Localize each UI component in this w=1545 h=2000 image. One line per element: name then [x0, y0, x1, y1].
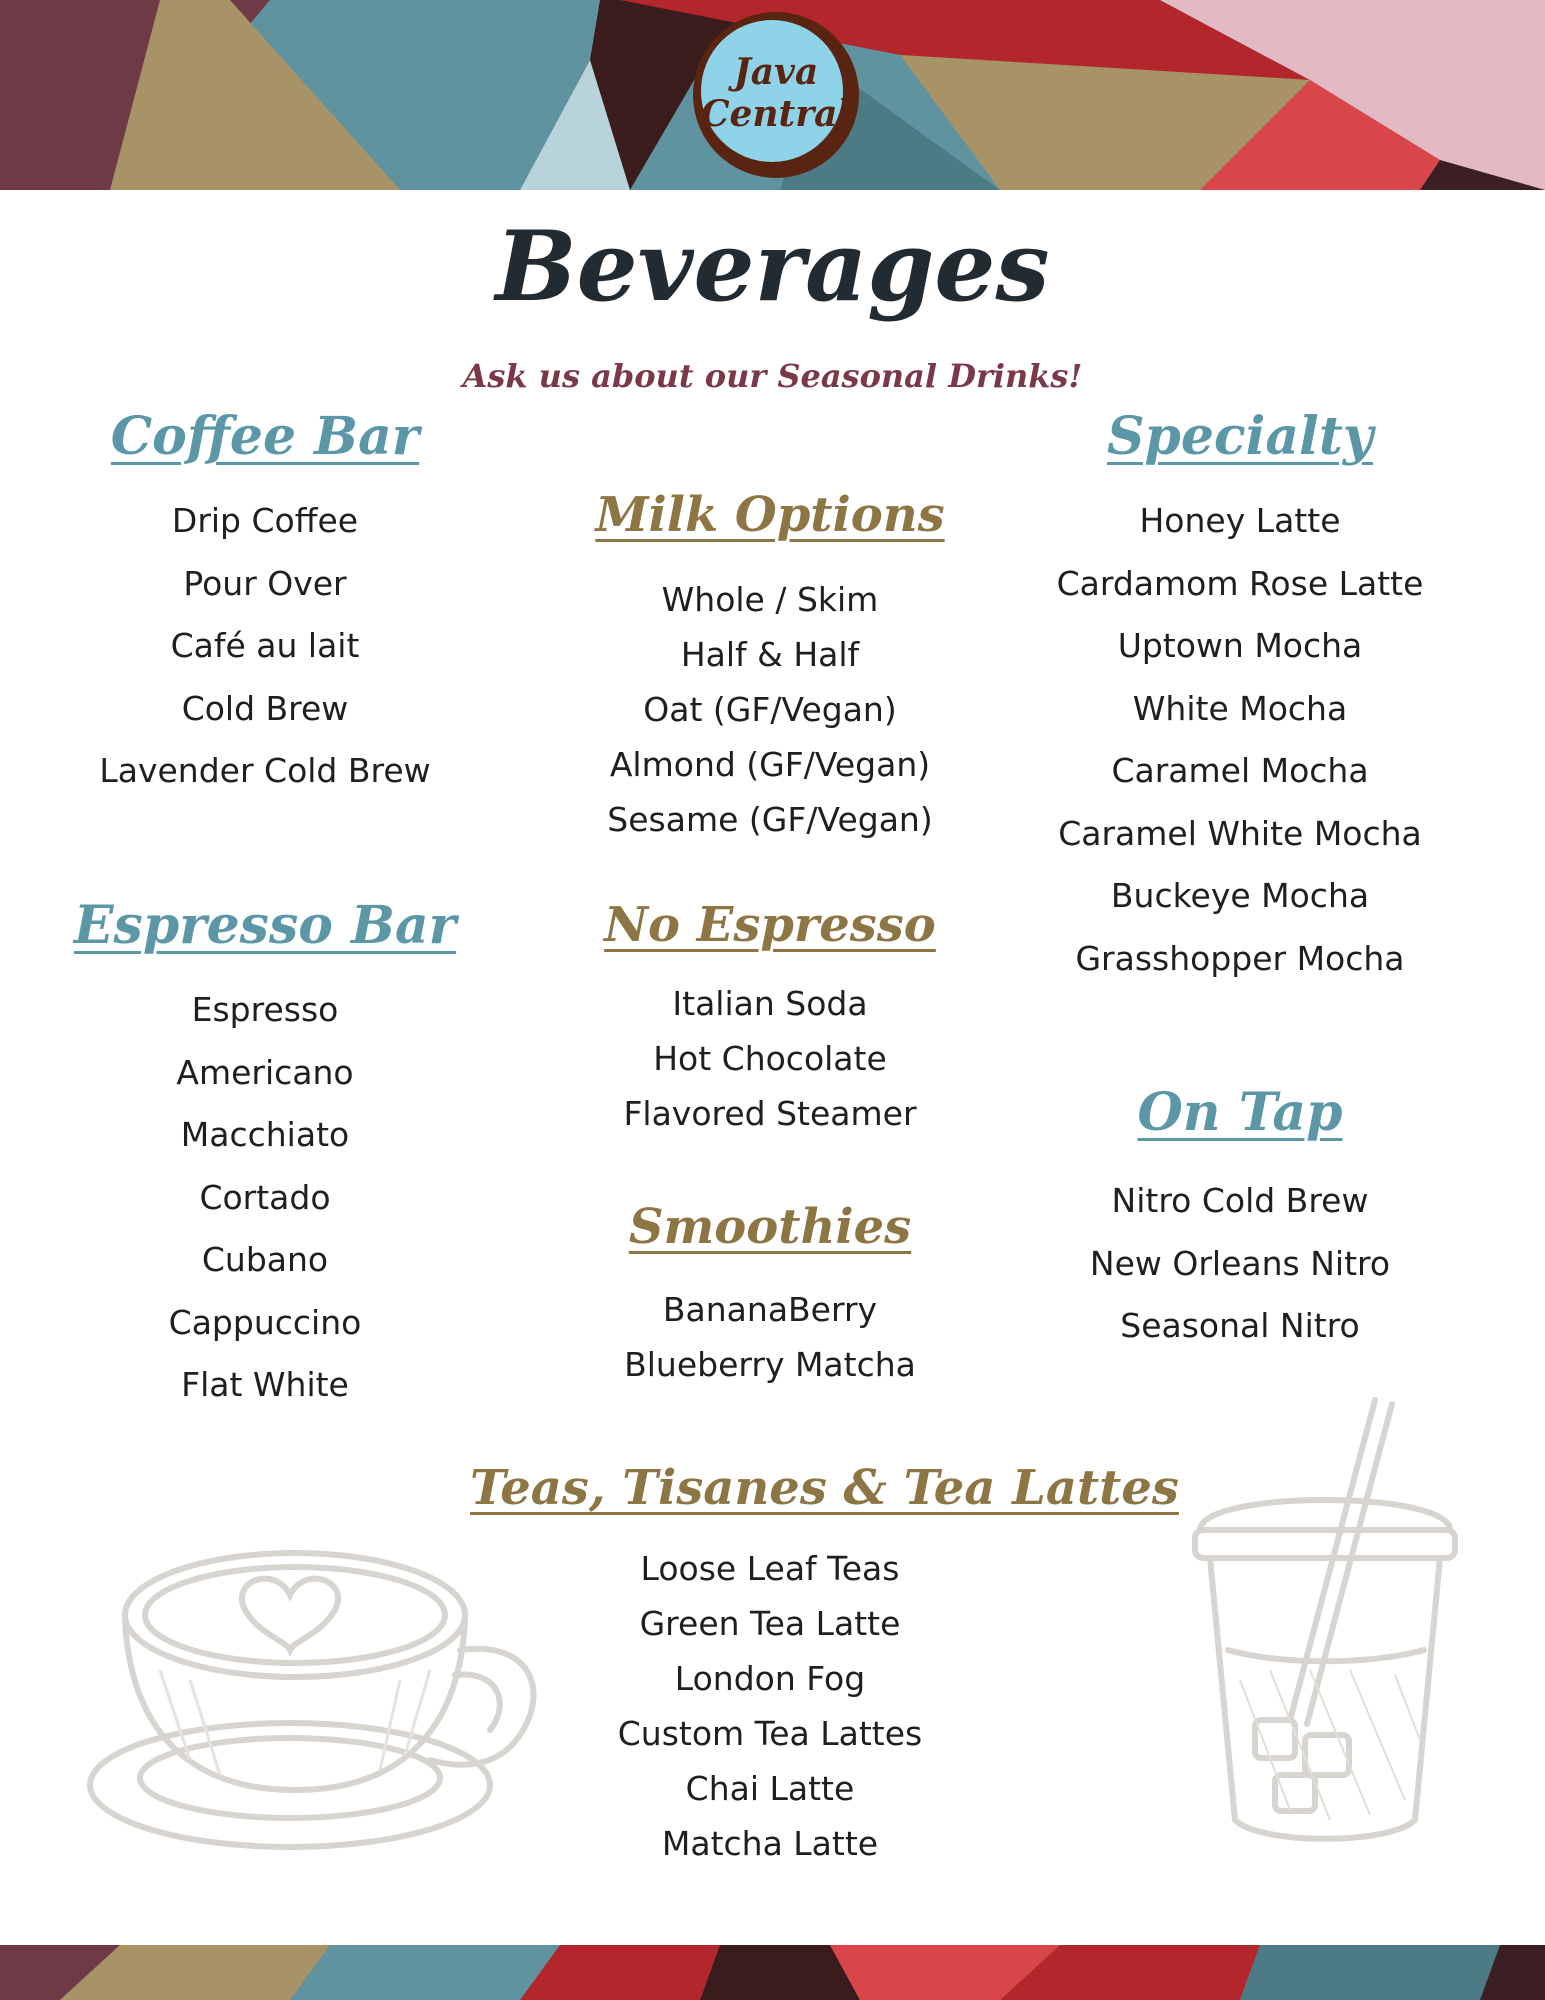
menu-item: Honey Latte [1139, 501, 1341, 540]
menu-item: Oat (GF/Vegan) [643, 690, 897, 729]
menu-list [1030, 1170, 1450, 1358]
menu-item: Caramel Mocha [1111, 751, 1369, 790]
menu-item: Blueberry Matcha [624, 1345, 916, 1384]
menu-item: Italian Soda [672, 984, 868, 1023]
menu-item: New Orleans Nitro [1089, 1243, 1391, 1283]
menu-item: Cappuccino [168, 1302, 362, 1342]
menu-item: Macchiato [180, 1115, 350, 1154]
page-subtitle: Ask us about our Seasonal Drinks! [462, 357, 1083, 395]
menu-item: Loose Leaf Teas [640, 1549, 900, 1588]
menu-list [570, 1282, 970, 1392]
section-heading: Teas, Tisanes & Tea Lattes [470, 1460, 1179, 1516]
menu-item: Lavender Cold Brew [99, 751, 431, 790]
section-no-espresso [570, 894, 970, 1141]
section-on-tap [1030, 1080, 1450, 1358]
section-smoothies [570, 1196, 970, 1392]
section-teas [470, 1457, 1179, 1871]
menu-item: Americano [176, 1052, 354, 1092]
menu-item: Pour Over [183, 563, 347, 603]
menu-item: Cardamom Rose Latte [1056, 563, 1424, 603]
section-heading: No Espresso [604, 897, 936, 953]
menu-item: BananaBerry [662, 1290, 878, 1329]
menu-item: Seasonal Nitro [1120, 1306, 1360, 1345]
section-coffee-bar [65, 404, 465, 803]
logo-text-line2: Central [700, 93, 852, 135]
menu-item: Flat White [181, 1365, 349, 1404]
menu-item: Matcha Latte [661, 1824, 879, 1863]
section-heading: Specialty [1106, 406, 1374, 467]
iced-drink-icon [1180, 1390, 1470, 1850]
menu-list [470, 1541, 1070, 1871]
footer-banner [0, 1945, 1545, 2000]
menu-list [1030, 490, 1450, 990]
menu-list [570, 572, 970, 847]
menu-item: Buckeye Mocha [1110, 876, 1370, 915]
coffee-cup-icon [80, 1540, 540, 1860]
menu-item: Custom Tea Lattes [617, 1714, 923, 1753]
menu-item: Cold Brew [181, 688, 349, 728]
section-heading: Smoothies [628, 1199, 912, 1255]
section-heading: Coffee Bar [110, 406, 420, 467]
section-specialty [1030, 404, 1450, 990]
menu-item: Café au lait [170, 626, 360, 665]
section-heading: On Tap [1137, 1082, 1343, 1143]
menu-item: Drip Coffee [171, 501, 359, 540]
page-title: Beverages [495, 210, 1050, 323]
menu-item: London Fog [674, 1659, 866, 1698]
menu-list [65, 490, 465, 803]
menu-item: Espresso [191, 990, 339, 1029]
menu-item: Caramel White Mocha [1058, 813, 1422, 853]
section-heading: Espresso Bar [73, 895, 457, 956]
brand-logo [693, 12, 859, 178]
menu-item: Green Tea Latte [639, 1604, 901, 1643]
menu-item: Grasshopper Mocha [1075, 938, 1405, 978]
menu-item: Cortado [199, 1177, 331, 1217]
menu-item: Whole / Skim [661, 580, 879, 619]
menu-item: Half & Half [680, 635, 860, 674]
menu-item: Nitro Cold Brew [1111, 1181, 1369, 1220]
menu-item: Almond (GF/Vegan) [609, 745, 931, 784]
menu-list [570, 976, 970, 1141]
section-milk-options [570, 484, 970, 847]
menu-item: Chai Latte [685, 1769, 855, 1808]
menu-item: Uptown Mocha [1117, 626, 1363, 665]
menu-item: Flavored Steamer [623, 1094, 917, 1133]
menu-item: Sesame (GF/Vegan) [607, 800, 933, 839]
menu-list [65, 979, 465, 1417]
menu-item: Cubano [201, 1240, 329, 1279]
menu-item: White Mocha [1132, 688, 1348, 728]
section-heading: Milk Options [595, 487, 945, 543]
logo-text-line1: Java [733, 51, 819, 93]
menu-item: Hot Chocolate [653, 1039, 887, 1078]
section-espresso-bar [65, 893, 465, 1417]
